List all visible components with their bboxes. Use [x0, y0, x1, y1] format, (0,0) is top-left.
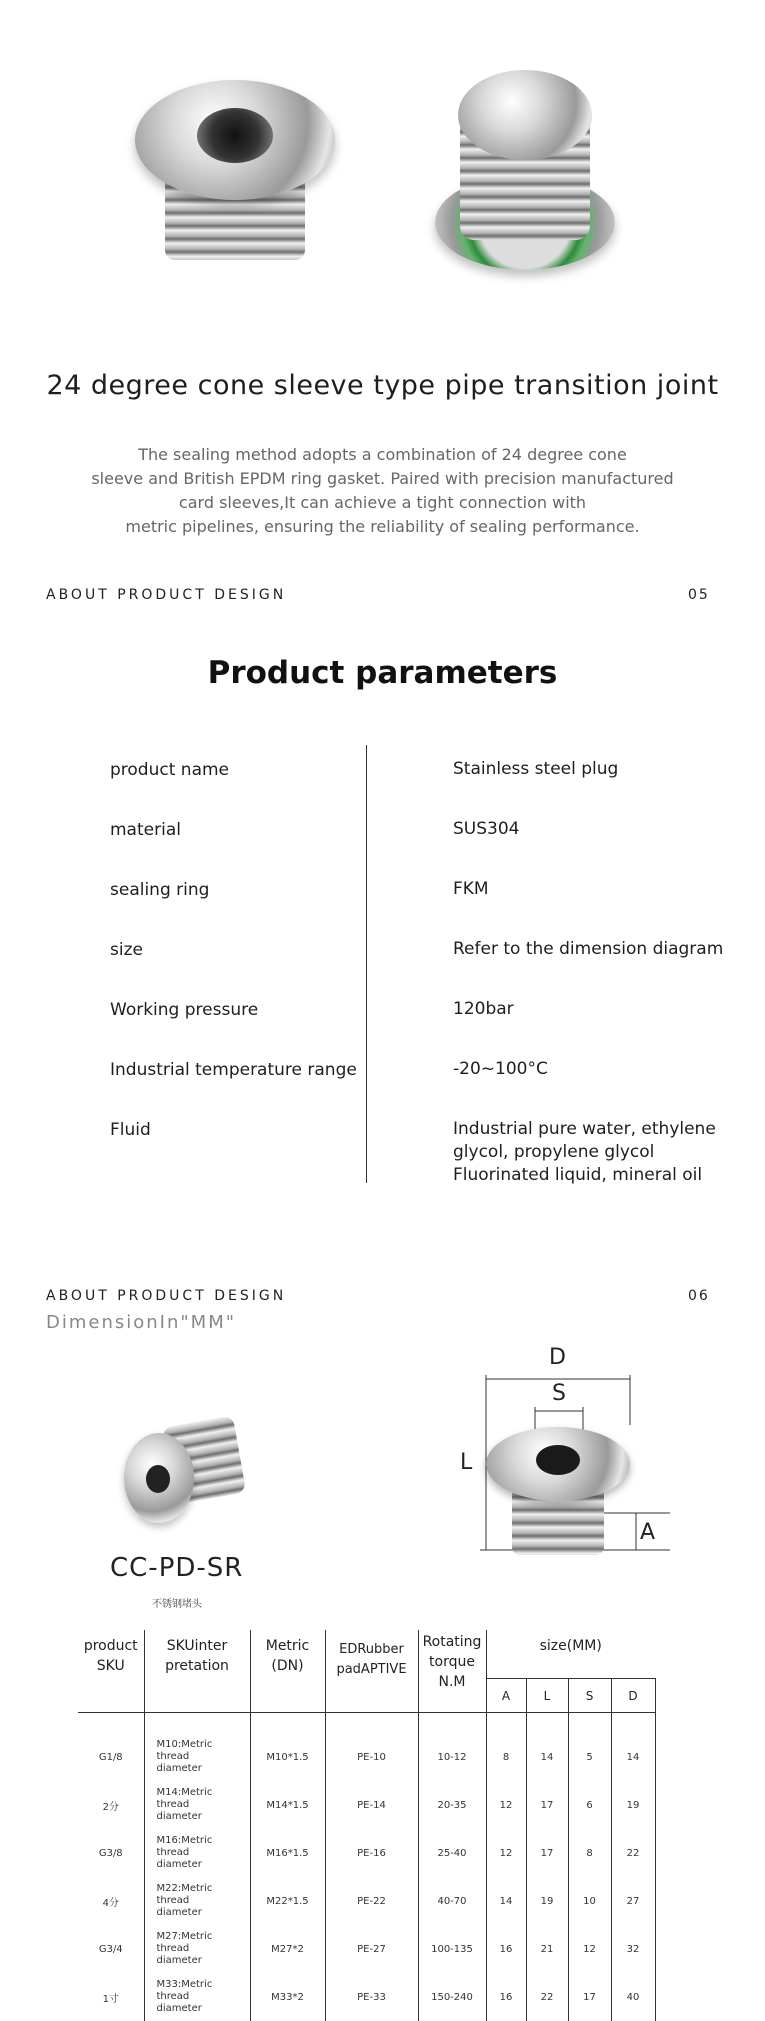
param-value: Stainless steel plug [453, 759, 619, 779]
cell-sku: 2分 [78, 1781, 144, 1829]
cell-line: diameter [156, 1811, 202, 1822]
cell-metric: M10*1.5 [250, 1733, 325, 1781]
cell-A: 14 [486, 1877, 526, 1925]
cell-D: 40 [611, 1973, 655, 2021]
cell-line: diameter [156, 1955, 202, 1966]
cell-D: 22 [611, 1829, 655, 1877]
header-line: product [83, 1638, 138, 1654]
param-name: Fluid [110, 1120, 151, 1140]
cell-rubber: PE-33 [325, 1973, 418, 2021]
hero-description [60, 443, 705, 539]
header-size-L: L [526, 1679, 568, 1713]
cell-L: 21 [526, 1925, 568, 1973]
param-value: Refer to the dimension diagram [453, 939, 724, 959]
cell-torque: 10-12 [418, 1733, 486, 1781]
cell-sku: 4分 [78, 1877, 144, 1925]
header-line: SKUinter [166, 1638, 228, 1654]
cell-line: M14:Metric thread [156, 1787, 213, 1810]
param-name: sealing ring [110, 880, 210, 900]
cell-L: 19 [526, 1877, 568, 1925]
cell-line: M10:Metric thread [156, 1739, 213, 1762]
model-subtitle: 不锈钢堵头 [152, 1599, 202, 1610]
cell-line: M33:Metric thread [156, 1979, 213, 2002]
cell-S: 12 [568, 1925, 611, 1973]
cell-D: 27 [611, 1877, 655, 1925]
params-title: Product parameters [207, 655, 558, 691]
cell-interp [144, 1781, 250, 1829]
cell-rubber: PE-27 [325, 1925, 418, 1973]
header-size-D: D [611, 1679, 655, 1713]
param-name: Industrial temperature range [110, 1060, 357, 1080]
hero-product-image-right [430, 60, 620, 275]
cell-D: 32 [611, 1925, 655, 1973]
cell-S: 17 [568, 1973, 611, 2021]
cell-L: 14 [526, 1733, 568, 1781]
cell-interp [144, 1877, 250, 1925]
param-value-line: glycol, propylene glycol [453, 1142, 655, 1162]
cell-rubber: PE-16 [325, 1829, 418, 1877]
description-line: sleeve and British EPDM ring gasket. Paired with precision manufactured [91, 469, 674, 488]
dimension-A-label: A [640, 1520, 656, 1545]
cell-interp [144, 1829, 250, 1877]
cell-torque: 150-240 [418, 1973, 486, 2021]
cell-interp [144, 1973, 250, 2021]
cell-line: M27:Metric thread [156, 1931, 213, 1954]
description-line: card sleeves,It can achieve a tight connection with [178, 493, 587, 512]
cell-metric: M33*2 [250, 1973, 325, 2021]
header-line: SKU [96, 1658, 125, 1674]
param-name: Working pressure [110, 1000, 259, 1020]
header-line: padAPTIVE [336, 1662, 407, 1677]
header-line: torque [429, 1654, 475, 1670]
param-name: product name [110, 760, 229, 780]
cell-torque: 40-70 [418, 1877, 486, 1925]
product-image-small [120, 1415, 250, 1530]
cell-interp [144, 1925, 250, 1973]
table-row [78, 1877, 655, 1925]
header-size: size(MM) [539, 1638, 602, 1654]
header-line: EDRubber [339, 1642, 404, 1657]
dimension-S-label: S [552, 1381, 566, 1406]
param-value [453, 1118, 716, 1187]
params-divider [366, 745, 367, 1183]
header-torque [418, 1630, 486, 1713]
header-line: (DN) [271, 1658, 304, 1674]
dimension-L-label: L [460, 1450, 473, 1475]
table-row [78, 1829, 655, 1877]
section-number: 06 [688, 1288, 710, 1304]
header-line: Rotating [422, 1634, 482, 1650]
header-size-A: A [486, 1679, 526, 1713]
header-sku [78, 1630, 144, 1713]
cell-S: 6 [568, 1781, 611, 1829]
param-name: material [110, 820, 181, 840]
param-value-line: Industrial pure water, ethylene [453, 1119, 716, 1139]
cell-A: 12 [486, 1781, 526, 1829]
table-row [78, 1733, 655, 1781]
cell-torque: 25-40 [418, 1829, 486, 1877]
cell-S: 8 [568, 1829, 611, 1877]
param-value-line: Fluorinated liquid, mineral oil [453, 1165, 703, 1185]
header-interp [144, 1630, 250, 1713]
cell-rubber: PE-14 [325, 1781, 418, 1829]
dimension-label: DimensionIn"MM" [46, 1312, 237, 1333]
cell-line: M22:Metric thread [156, 1883, 213, 1906]
hero-title: 24 degree cone sleeve type pipe transition joint [46, 370, 719, 401]
cell-metric: M27*2 [250, 1925, 325, 1973]
table-row [78, 1781, 655, 1829]
cell-L: 17 [526, 1829, 568, 1877]
description-line: The sealing method adopts a combination of 24 degree cone [138, 445, 627, 464]
cell-metric: M22*1.5 [250, 1877, 325, 1925]
cell-metric: M16*1.5 [250, 1829, 325, 1877]
cell-line: diameter [156, 1907, 202, 1918]
hero-product-image-left [135, 60, 335, 270]
cell-L: 22 [526, 1973, 568, 2021]
model-name: CC-PD-SR [110, 1553, 244, 1583]
cell-D: 14 [611, 1733, 655, 1781]
cell-sku: 1寸 [78, 1973, 144, 2021]
cell-line: diameter [156, 2003, 202, 2014]
table-row [78, 1973, 655, 2021]
cell-metric: M14*1.5 [250, 1781, 325, 1829]
cell-line: M16:Metric thread [156, 1835, 213, 1858]
param-name: size [110, 940, 143, 960]
dimension-diagram [440, 1345, 690, 1570]
cell-A: 8 [486, 1733, 526, 1781]
param-value: FKM [453, 879, 489, 899]
section-label: ABOUT PRODUCT DESIGN [46, 1288, 287, 1304]
description-line: metric pipelines, ensuring the reliability of sealing performance. [125, 517, 640, 536]
cell-S: 10 [568, 1877, 611, 1925]
cell-A: 16 [486, 1925, 526, 1973]
cell-D: 19 [611, 1781, 655, 1829]
cell-torque: 100-135 [418, 1925, 486, 1973]
header-metric [250, 1630, 325, 1713]
dimension-D-label: D [549, 1345, 566, 1370]
param-value: SUS304 [453, 819, 520, 839]
table-row [78, 1925, 655, 1973]
cell-line: diameter [156, 1763, 202, 1774]
section-number: 05 [688, 587, 710, 603]
section-label: ABOUT PRODUCT DESIGN [46, 587, 287, 603]
cell-torque: 20-35 [418, 1781, 486, 1829]
header-size-S: S [568, 1679, 611, 1713]
cell-sku: G3/4 [78, 1925, 144, 1973]
cell-A: 12 [486, 1829, 526, 1877]
param-value: 120bar [453, 999, 514, 1019]
cell-rubber: PE-22 [325, 1877, 418, 1925]
cell-line: diameter [156, 1859, 202, 1870]
header-line: Metric [265, 1638, 310, 1654]
header-line: pretation [165, 1658, 229, 1674]
cell-sku: G1/8 [78, 1733, 144, 1781]
header-line: N.M [438, 1674, 466, 1690]
cell-interp [144, 1733, 250, 1781]
param-value: -20~100°C [453, 1059, 548, 1079]
cell-S: 5 [568, 1733, 611, 1781]
cell-sku: G3/8 [78, 1829, 144, 1877]
header-rubber [325, 1630, 418, 1713]
cell-rubber: PE-10 [325, 1733, 418, 1781]
cell-L: 17 [526, 1781, 568, 1829]
spec-table [78, 1630, 656, 2021]
cell-A: 16 [486, 1973, 526, 2021]
